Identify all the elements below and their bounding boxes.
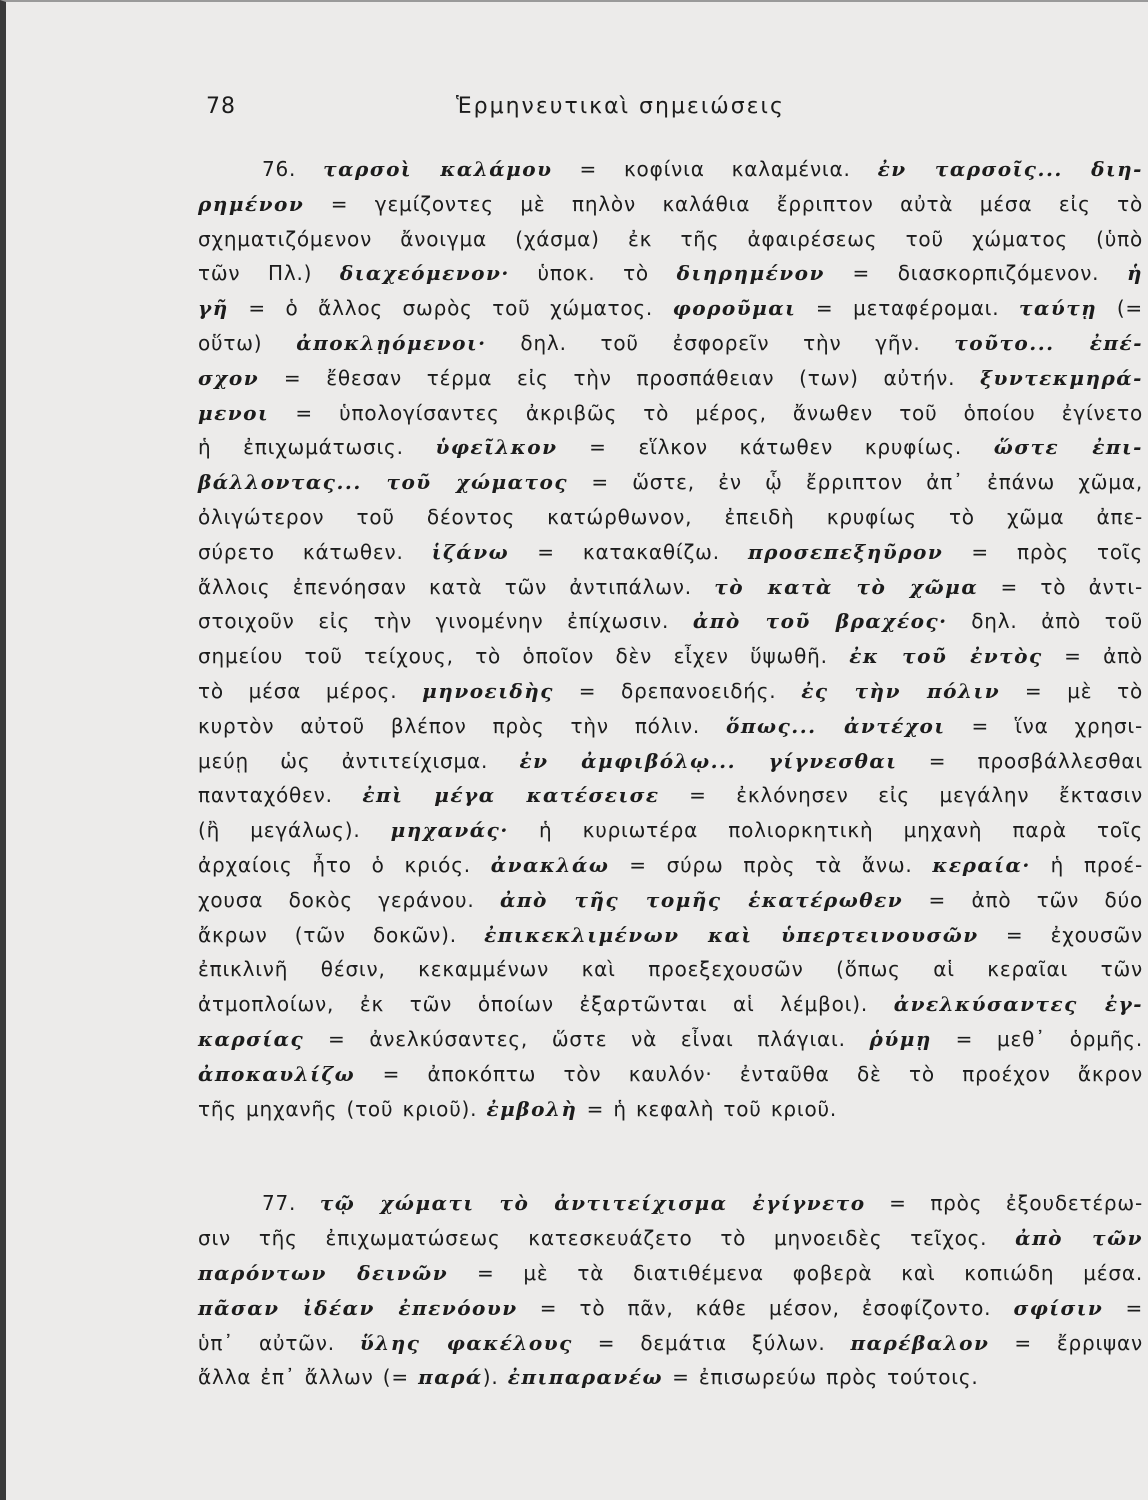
gloss: = ἔρριψαν: [989, 1330, 1144, 1355]
text-line: [198, 813, 1143, 848]
lemma: ἀποκαυλίζω: [198, 1061, 356, 1086]
gloss: ὀλιγώτερον τοῦ δέοντος κατώρθωνον, ἐπειδὴ κρυφίως τὸ χῶμα ἀπε-: [198, 504, 1143, 529]
gloss: ἄλλα ἐπ᾽ ἄλλων (=: [198, 1365, 419, 1390]
lemma: ἐμβολὴ: [486, 1096, 578, 1121]
gloss: = μεταφέρομαι.: [796, 296, 1019, 321]
gloss: = εἵλκον κάτωθεν κρυφίως.: [557, 435, 994, 460]
text-line: [198, 152, 1143, 187]
text-line: [198, 535, 1143, 570]
gloss: οὕτω): [198, 330, 297, 355]
gloss: (ἢ μεγάλως).: [198, 818, 391, 843]
gloss: τῆς μηχανῆς (τοῦ κριοῦ).: [198, 1096, 487, 1121]
text-line: [198, 1022, 1143, 1057]
page-number: 78: [206, 94, 236, 119]
gloss: ἡ προέ-: [1030, 852, 1144, 877]
text-line: [198, 918, 1143, 953]
text-line: [198, 222, 1143, 257]
text-line: [198, 500, 1143, 535]
lemma: ἐν ἀμφιβόλῳ... γίγνεσθαι: [519, 748, 898, 773]
text-line: [198, 1057, 1143, 1092]
text-line: [198, 674, 1143, 709]
lemma: σφίσιν: [1013, 1295, 1104, 1320]
lemma: ξυντεκμηρά-: [980, 365, 1143, 390]
text-line: [198, 744, 1143, 779]
lemma: ταύτῃ: [1019, 296, 1098, 321]
gloss: = ἐπισωρεύω πρὸς τούτοις.: [663, 1365, 979, 1390]
text-line: [198, 570, 1143, 605]
gloss: = μὲ τὸ: [1000, 678, 1143, 703]
lemma: ὑφεῖλκον: [435, 435, 558, 460]
gloss: ἡ ἐπιχωμάτωσις.: [198, 435, 436, 460]
gloss: σημείου τοῦ τείχους, τὸ ὁποῖον δὲν εἶχεν ὕψωθῆ.: [198, 644, 850, 669]
note-77: [198, 1186, 1143, 1395]
gloss: = ἡ κεφαλὴ τοῦ κριοῦ.: [577, 1096, 838, 1121]
lemma: μενοι: [198, 400, 270, 425]
gloss: = ἀποκόπτω τὸν καυλόν· ἐνταῦθα δὲ τὸ προέχον ἄκρον: [355, 1061, 1143, 1086]
text-line: [198, 709, 1143, 744]
gloss: = γεμίζοντες μὲ πηλὸν καλάθια ἔρριπτον αὐτὰ μέσα εἰς τὸ: [304, 191, 1143, 216]
lemma: διηρημένον: [676, 261, 825, 286]
gloss: = δεμάτια ξύλων.: [572, 1330, 851, 1355]
text-line: [198, 883, 1143, 918]
lemma: ὥστε ἐπι-: [993, 435, 1143, 460]
lemma: ἐς τὴν πόλιν: [801, 678, 1001, 703]
text-line: [198, 465, 1143, 500]
lemma: γῆ: [198, 296, 229, 321]
text-line: [198, 1291, 1143, 1326]
lemma: σχον: [198, 365, 260, 390]
lemma: τὸ κατὰ τὸ χῶμα: [714, 574, 979, 599]
lemma: μηνοειδὴς: [422, 678, 554, 703]
page-header: [206, 94, 1146, 134]
lemma: μηχανάς·: [390, 818, 509, 843]
gloss: 76.: [262, 157, 324, 181]
gloss: κυρτὸν αὐτοῦ βλέπον πρὸς τὴν πόλιν.: [198, 713, 727, 738]
gloss: ).: [482, 1365, 508, 1390]
lemma: ἡ: [1126, 261, 1144, 286]
gloss: = κοφίνια καλαμένια.: [552, 157, 878, 181]
gloss: = τὸ πᾶν, κάθε μέσον, ἐσοφίζοντο.: [517, 1295, 1014, 1320]
text-line: [198, 987, 1143, 1022]
text-line: [198, 952, 1143, 987]
gloss: = μὲ τὰ διατιθέμενα φοβερὰ καὶ κοπιώδη μέσα.: [448, 1260, 1143, 1285]
gloss: τῶν Πλ.): [198, 261, 340, 286]
gloss: = ἀπὸ: [1042, 644, 1144, 669]
lemma: ἀνακλάω: [490, 852, 610, 877]
text-line: [198, 1221, 1143, 1256]
gloss: = πρὸς ἐξουδετέρω-: [865, 1191, 1143, 1216]
text-line: [198, 430, 1143, 465]
gloss: = διασκορπιζόμενον.: [824, 261, 1127, 286]
lemma: φοροῦμαι: [672, 296, 797, 321]
text-line: [198, 604, 1143, 639]
lemma: ἀπὸ τῶν: [1015, 1226, 1143, 1251]
gloss: σιν τῆς ἐπιχωματώσεως κατεσκευάζετο τὸ μηνοειδὲς τεῖχος.: [198, 1226, 1016, 1251]
lemma: ἐν ταρσοῖς... διη-: [877, 157, 1143, 181]
lemma: παρά: [418, 1365, 483, 1390]
lemma: ἐπικεκλιμένων καὶ ὑπερτεινουσῶν: [484, 922, 979, 947]
lemma: καρσίας: [198, 1026, 305, 1051]
lemma: κεραία·: [932, 852, 1031, 877]
text-line: [198, 1186, 1143, 1221]
gloss: = ἀνελκύσαντες, ὥστε νὰ εἶναι πλάγιαι.: [304, 1026, 870, 1051]
lemma: ἱζάνω: [431, 539, 510, 564]
lemma: ἐκ τοῦ ἐντὸς: [849, 644, 1043, 669]
gloss: ἀρχαίοις ἦτο ὁ κριός.: [198, 852, 491, 877]
gloss: = προσβάλλεσθαι: [897, 748, 1143, 773]
gloss: ἄλλοις ἐπενόησαν κατὰ τῶν ἀντιπάλων.: [198, 574, 715, 599]
commentary-text: [198, 152, 1143, 1395]
gloss: ὑποκ. τὸ: [509, 261, 677, 286]
gloss: = ἔθεσαν τέρμα εἰς τὴν προσπάθειαν (των) αὐτήν.: [259, 365, 981, 390]
gloss: σχηματιζόμενον ἄνοιγμα (χάσμα) ἐκ τῆς ἀφαιρέσεως τοῦ χώματος (ὑπὸ: [198, 226, 1143, 251]
gloss: σύρετο κάτωθεν.: [198, 539, 432, 564]
lemma: βάλλοντας... τοῦ χώματος: [198, 470, 569, 495]
gloss: = πρὸς τοῖς: [943, 539, 1143, 564]
lemma: ἀπὸ τῆς τομῆς ἑκατέρωθεν: [499, 887, 904, 912]
gloss: = σύρω πρὸς τὰ ἄνω.: [609, 852, 933, 877]
gloss: (=: [1097, 296, 1143, 321]
gloss: = ἵνα χρησι-: [945, 713, 1144, 738]
lemma: τοῦτο... ἐπέ-: [954, 330, 1144, 355]
gloss: =: [1103, 1295, 1143, 1320]
running-title: Ἑρμηνευτικαὶ σημειώσεις: [456, 94, 785, 119]
gloss: πανταχόθεν.: [198, 783, 363, 808]
gloss: = ἐχουσῶν: [978, 922, 1143, 947]
lemma: τῷ χώματι τὸ ἀντιτείχισμα ἐγίγνετο: [319, 1191, 866, 1216]
lemma: ἀποκλῃόμενοι·: [296, 330, 487, 355]
gloss: = κατακαθίζω.: [509, 539, 748, 564]
lemma: ὕλης φακέλους: [359, 1330, 573, 1355]
text-line: [198, 778, 1143, 813]
gloss: δηλ. τοῦ ἐσφορεῖν τὴν γῆν.: [486, 330, 955, 355]
gloss: 77.: [262, 1191, 320, 1216]
gloss: ἡ κυριωτέρα πολιορκητικὴ μηχανὴ παρὰ τοῖς: [508, 818, 1143, 843]
lemma: παρέβαλον: [850, 1330, 990, 1355]
gloss: = ὁ ἄλλος σωρὸς τοῦ χώματος.: [228, 296, 673, 321]
text-line: [198, 326, 1143, 361]
note-76: [198, 152, 1143, 1126]
gloss: = ἀπὸ τῶν δύο: [903, 887, 1143, 912]
gloss: = ὥστε, ἐν ᾧ ἔρριπτον ἀπ᾽ ἐπάνω χῶμα,: [568, 470, 1144, 495]
text-line: [198, 639, 1143, 674]
text-line: [198, 396, 1143, 431]
lemma: ἀνελκύσαντες ἐγ-: [893, 992, 1143, 1017]
gloss: ὑπ᾽ αὐτῶν.: [198, 1330, 360, 1355]
paragraph-gap: [198, 1126, 1143, 1186]
text-line: [198, 1092, 1143, 1127]
gloss: ἄκρων (τῶν δοκῶν).: [198, 922, 485, 947]
gloss: ἀτμοπλοίων, ἐκ τῶν ὁποίων ἐξαρτῶνται αἱ λέμβοι).: [198, 992, 894, 1017]
gloss: = ἐκλόνησεν εἰς μεγάλην ἔκτασιν: [659, 783, 1144, 808]
gloss: = μεθ᾽ ὁρμῆς.: [931, 1026, 1143, 1051]
lemma: προσεπεξηῦρον: [747, 539, 944, 564]
lemma: πᾶσαν ἰδέαν ἐπενόουν: [198, 1295, 518, 1320]
text-line: [198, 361, 1143, 396]
lemma: ταρσοὶ καλάμου: [323, 157, 553, 181]
text-line: [198, 187, 1143, 222]
text-line: [198, 291, 1143, 326]
gloss: στοιχοῦν εἰς τὴν γινομένην ἐπίχωσιν.: [198, 609, 693, 634]
gloss: χουσα δοκὸς γεράνου.: [198, 887, 500, 912]
lemma: διαχεόμενον·: [339, 261, 510, 286]
text-line: [198, 848, 1143, 883]
text-line: [198, 1326, 1143, 1361]
lemma: ἐπιπαρανέω: [507, 1365, 663, 1390]
gloss: ἐπικλινῆ θέσιν, κεκαμμένων καὶ προεξεχουσῶν (ὅπως αἱ κεραῖαι τῶν: [198, 957, 1143, 982]
text-line: [198, 256, 1143, 291]
lemma: παρόντων δεινῶν: [198, 1260, 449, 1285]
lemma: ἀπὸ τοῦ βραχέος·: [692, 609, 948, 634]
gloss: τὸ μέσα μέρος.: [198, 678, 423, 703]
lemma: ἐπὶ μέγα κατέσεισε: [362, 783, 660, 808]
gloss: δηλ. ἀπὸ τοῦ: [947, 609, 1144, 634]
gloss: = τὸ ἀντι-: [978, 574, 1144, 599]
text-line: [198, 1360, 1143, 1395]
lemma: ῥύμῃ: [869, 1026, 932, 1051]
gloss: = ὑπολογίσαντες ἀκριβῶς τὸ μέρος, ἄνωθεν τοῦ ὁποίου ἐγίνετο: [269, 400, 1143, 425]
gloss: = δρεπανοειδής.: [553, 678, 802, 703]
lemma: ὅπως... ἀντέχοι: [726, 713, 946, 738]
lemma: ρημένον: [198, 191, 305, 216]
text-line: [198, 1256, 1143, 1291]
gloss: μεύῃ ὡς ἀντιτείχισμα.: [198, 748, 520, 773]
